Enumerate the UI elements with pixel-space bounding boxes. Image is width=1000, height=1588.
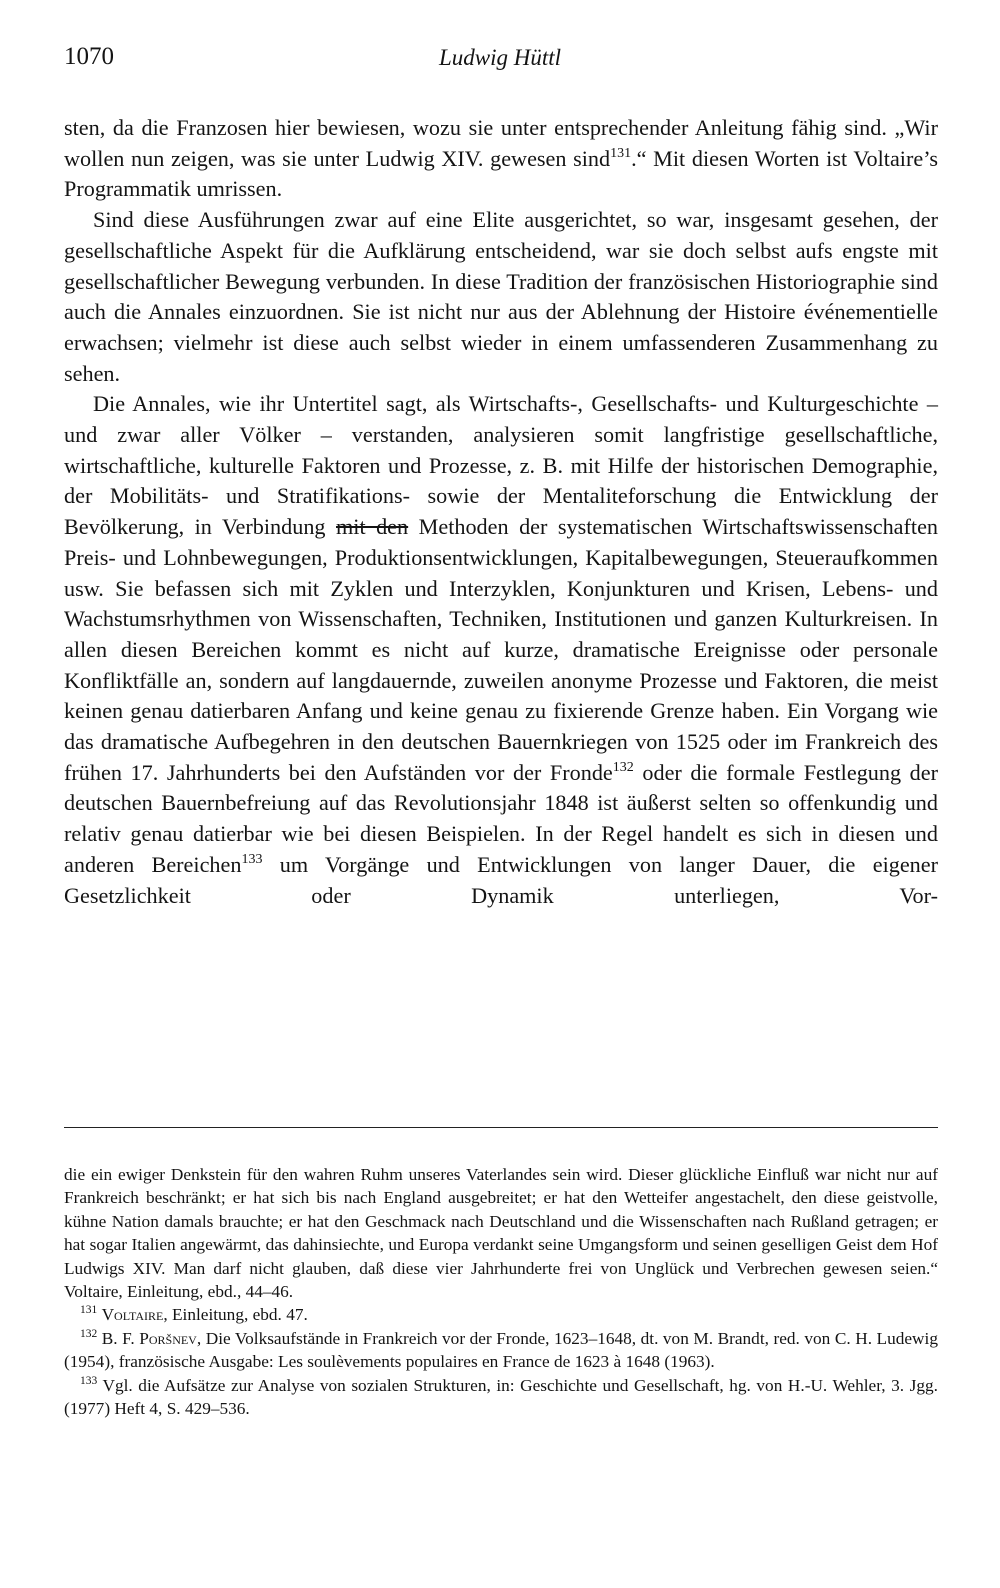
footnote-number: 133 (80, 1374, 98, 1387)
paragraph-1-text-a: sten, da die Franzosen hier bewiesen, wozu sie unter entsprechender Anleitung fähig sind. „Wir wollen nun zeigen, was sie unter Ludwig XIV. gewesen sind (64, 115, 938, 171)
footnote-ref-133: 133 (241, 851, 263, 867)
footnote-text: , Einleitung, ebd. 47. (163, 1305, 308, 1325)
footnote-ref-131: 131 (610, 145, 632, 161)
paragraph-2: Sind diese Ausführungen zwar auf eine Elite ausgerichtet, so war, insgesamt gesehen, der gesellschaftliche Aspekt für die Aufklärung entscheidend, war sie doch selbst aufs engste mit gesellschaftlicher Bewegung verbunden. In diese Tradition der französischen Historiographie sind auch die Annales einzuordnen. Sie ist nicht nur aus der Ablehnung der Histoire événementielle erwachsen; vielmehr ist diese auch selbst wieder in einem umfassenderen Zusammenhang zu sehen. (64, 207, 938, 386)
footnote-author-initials: B. F. (101, 1328, 140, 1348)
footnote-continued: die ein ewiger Denkstein für den wahren Ruhm unseres Vaterlandes sein wird. Dieser glückliche Einfluß war nicht nur auf Frankreich beschränkt; er hat sich bis nach England ausgebreitet; er hat den Wetteifer angestachelt, den diese geistvolle, kühne Nation damals brauchte; er hat den Geschmack nach Deutschland und die Wissenschaften nach Rußland getragen; er hat sogar Italien angewärmt, das dahinsiechte, und Europa verdankt seine Umgangsform und seinen geselligen Geist dem Hof Ludwigs XIV. Man darf nicht glauben, daß diese vier Jahrhunderte frei von Unglück und Verbrechen gewesen seien.“ Voltaire, Einleitung, ebd., 44–46. (64, 1165, 938, 1302)
footnote-133 (64, 1374, 938, 1421)
running-header (64, 43, 936, 77)
main-text (64, 113, 938, 911)
footnote-text: , Die Volksaufstände in Frankreich vor der Fronde, 1623–1648, dt. von M. Brandt, red. von C. H. Ludewig (1954), französische Ausgabe: Les soulèvements populaires en France de 1623 à 1648 (1963). (64, 1328, 938, 1372)
footnote-132 (64, 1327, 938, 1374)
footnote-author: Voltaire (101, 1305, 164, 1325)
footnote-number: 132 (80, 1327, 98, 1340)
paragraph-3-text-b: Methoden der systematischen Wirtschaftswissenschaften Preis- und Lohnbewegungen, Produktionsentwicklungen, Kapitalbewegungen, Steueraufkommen usw. Sie befassen sich mit Zyklen und Interzyklen, Konjunkturen und Krisen, Lebens- und Wachstumsrhythmen von Wissenschaften, Techniken, Institutionen und ganzen Kulturkreisen. In allen diesen Bereichen kommt es nicht auf kurze, dramatische Ereignisse oder personale Konfliktfälle an, sondern auf langdauernde, zuweilen anonyme Prozesse und Faktoren, die meist keinen genau datierbaren Anfang und keine genau zu fixierende Grenze haben. Ein Vorgang wie das dramatische Aufbegehren in den deutschen Bauernkriegen von 1525 oder im Frankreich des frühen 17. Jahrhunderts bei den Aufständen vor der Fronde (64, 514, 939, 785)
paragraph-3-text-c: oder die formale Festlegung der deutschen Bauernbefreiung auf das Revolutionsjahr 1848 ist äußerst selten so offenkundig und relativ genau datierbar wie bei diesen Beispielen. In der Regel handelt es sich in diesen und anderen Bereichen (64, 759, 938, 877)
paragraph-1 (64, 113, 938, 205)
footnote-131 (64, 1303, 938, 1326)
running-title: Ludwig Hüttl (438, 45, 562, 70)
paragraph-3-text-d: um Vorgänge und Entwicklungen von langer Dauer, die eigener Gesetzlichkeit oder Dynamik unterliegen, Vor- (64, 851, 938, 908)
footnote-author: Poršnev (139, 1328, 197, 1348)
footnote-text: Vgl. die Aufsätze zur Analyse von sozialen Strukturen, in: Geschichte und Gesellschaft, hg. von H.-U. Wehler, 3. Jgg. (1977) Heft 4, S. 429–536. (64, 1375, 938, 1419)
footnotes (64, 1163, 938, 1420)
page-number: 1070 (64, 43, 114, 70)
paragraph-3-text-a: Die Annales, wie ihr Untertitel sagt, als Wirtschafts-, Gesellschafts- und Kulturgeschichte – und zwar aller Völker – verstanden, analysieren somit langfristige gesellschaftliche, wirtschaftliche, kulturelle Faktoren und Prozesse, z. B. mit Hilfe der historischen Demographie, der Mobilitäts- und Stratifikations- sowie der Mentaliteforschung die Entwicklung der Bevölkerung, in Verbindung (64, 391, 938, 540)
struck-text: mit den (336, 514, 409, 540)
footnote-separator (64, 1127, 938, 1128)
paragraph-3 (64, 389, 938, 911)
footnote-number: 131 (80, 1304, 98, 1317)
paragraph-1-text-b: .“ Mit diesen Worten ist Voltaire’s Programmatik umrissen. (64, 145, 938, 202)
footnote-ref-132: 132 (612, 759, 634, 775)
